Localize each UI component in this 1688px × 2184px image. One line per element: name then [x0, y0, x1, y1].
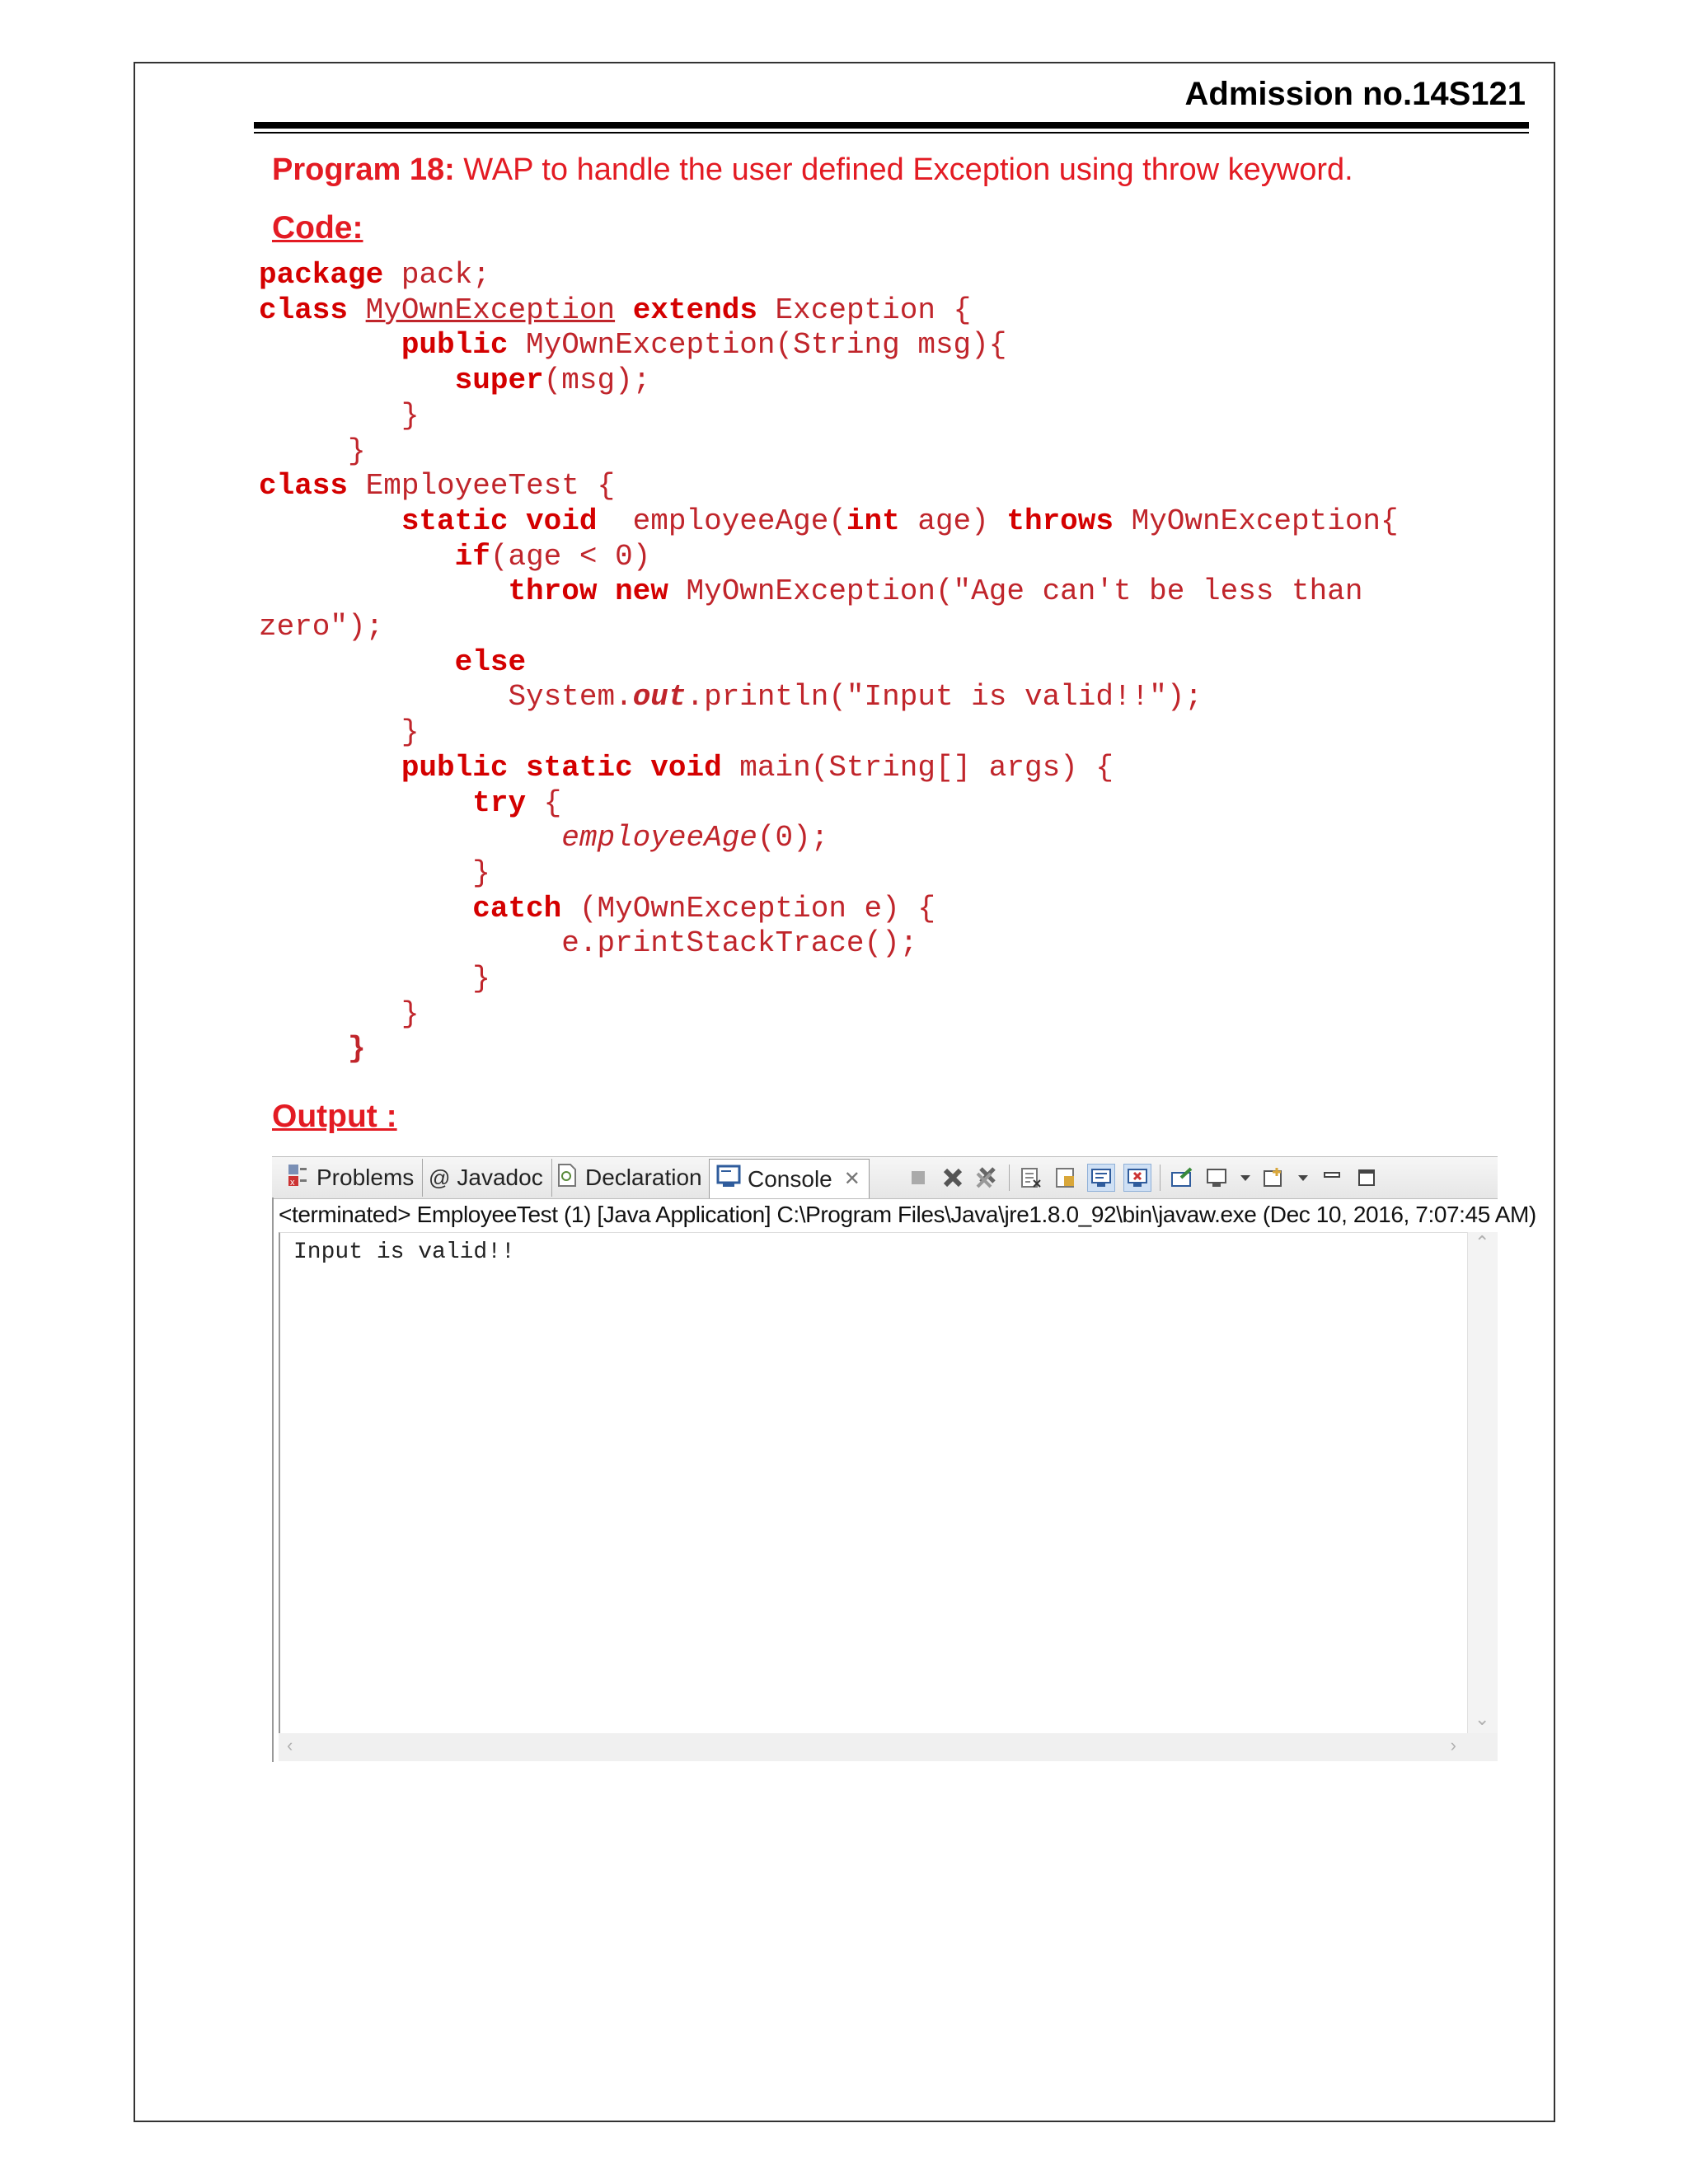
remove-all-terminated-icon[interactable]: [974, 1165, 1001, 1191]
minimize-icon[interactable]: [1319, 1165, 1345, 1191]
code-token: public: [401, 328, 509, 363]
tab-javadoc[interactable]: [422, 1159, 552, 1197]
code-token: .println("Input is valid!!");: [686, 680, 1203, 715]
code-token: out: [632, 680, 687, 715]
tab-label: Declaration: [585, 1165, 702, 1190]
tab-problems[interactable]: [280, 1159, 423, 1197]
scroll-down-icon[interactable]: ⌄: [1475, 1708, 1490, 1729]
code-token: (MyOwnException e) {: [561, 891, 935, 926]
code-token: super: [454, 363, 544, 398]
code-token: public static void: [401, 750, 722, 785]
code-token: catch: [472, 891, 562, 926]
horizontal-scrollbar[interactable]: [279, 1733, 1498, 1761]
code-token: age): [899, 504, 1007, 538]
code-token: MyOwnException("Age can't be less than: [668, 574, 1363, 609]
code-token: {: [526, 785, 562, 820]
chevron-down-icon[interactable]: [1238, 1165, 1253, 1191]
tab-label: Problems: [316, 1165, 415, 1190]
chevron-down-icon[interactable]: [1296, 1165, 1311, 1191]
code-token: }: [401, 715, 420, 750]
tab-label: Javadoc: [457, 1165, 543, 1190]
code-token: class: [259, 293, 349, 327]
maximize-icon[interactable]: [1353, 1165, 1380, 1191]
open-console-icon[interactable]: [1261, 1165, 1287, 1191]
code-block: [259, 258, 1399, 1067]
code-token: System.: [508, 680, 633, 715]
code-token: }: [348, 1032, 366, 1066]
code-token: MyOwnException(String msg){: [508, 328, 1007, 363]
code-token: int: [846, 504, 900, 538]
code-token: class: [259, 469, 349, 504]
scroll-right-icon[interactable]: ›: [1450, 1735, 1456, 1755]
declaration-icon: [556, 1163, 579, 1193]
code-token: throws: [1006, 504, 1114, 538]
eclipse-console-panel: [272, 1156, 1536, 1762]
at-sign-icon: @: [429, 1165, 451, 1190]
panel-left-border: [272, 1197, 274, 1762]
tab-label: Console: [748, 1165, 832, 1192]
vertical-scrollbar[interactable]: [1467, 1232, 1498, 1733]
remove-launch-icon[interactable]: [940, 1165, 966, 1191]
code-token: Exception {: [757, 293, 972, 327]
code-token: EmployeeTest {: [348, 469, 616, 504]
code-token: (age < 0): [490, 539, 651, 574]
code-token: }: [401, 996, 420, 1031]
header-rule-thin: [254, 132, 1529, 134]
pin-console-icon[interactable]: [1169, 1165, 1195, 1191]
show-console-on-output-icon[interactable]: [1087, 1164, 1115, 1192]
problems-icon: [287, 1163, 310, 1193]
display-selected-console-icon[interactable]: [1203, 1165, 1230, 1191]
code-token: if: [454, 539, 490, 574]
code-heading: Code:: [272, 210, 363, 246]
code-token: else: [454, 644, 527, 679]
code-token: extends: [632, 293, 757, 327]
header-rule: [254, 122, 1529, 129]
program-title: [272, 152, 1353, 188]
code-token: try: [472, 785, 527, 820]
tab-console[interactable]: [709, 1159, 870, 1198]
code-token: package: [259, 258, 384, 292]
launch-status-line: <terminated> EmployeeTest (1) [Java Application] C:\Program Files\Java\jre1.8.0_92\bin\javaw.exe (Dec 10, 2016, 7:07:45 AM): [279, 1202, 1536, 1227]
console-icon: [716, 1164, 741, 1194]
close-icon[interactable]: ✕: [843, 1168, 860, 1190]
console-output-area[interactable]: [279, 1232, 1469, 1736]
console-output-text: Input is valid!!: [293, 1240, 515, 1265]
code-token: zero");: [259, 610, 384, 644]
scroll-lock-icon[interactable]: [1053, 1165, 1079, 1191]
view-tab-bar: [272, 1156, 1498, 1199]
code-token: (0);: [757, 821, 829, 855]
svg-text:x: x: [290, 1177, 295, 1188]
admission-number: Admission no.14S121: [1184, 76, 1526, 112]
toolbar-separator: [1009, 1165, 1010, 1191]
code-token: MyOwnException: [365, 293, 616, 327]
code-token: main(String[] args) {: [721, 750, 1114, 785]
terminate-icon[interactable]: [905, 1165, 931, 1191]
code-token: MyOwnException{: [1113, 504, 1399, 538]
tab-declaration[interactable]: [549, 1159, 711, 1197]
code-token: employeeAge: [561, 821, 757, 855]
code-token: }: [401, 398, 420, 433]
code-token: e.printStackTrace();: [561, 926, 918, 961]
program-description: WAP to handle the user defined Exception using throw keyword.: [454, 152, 1353, 187]
console-toolbar: [905, 1164, 1380, 1192]
code-token: pack;: [383, 258, 490, 292]
program-label: Program 18:: [272, 152, 455, 187]
code-token: throw new: [508, 574, 668, 609]
output-heading: Output :: [272, 1099, 397, 1134]
code-token: }: [472, 962, 490, 996]
code-token: }: [472, 855, 490, 890]
code-token: static void: [401, 504, 598, 538]
code-token: }: [348, 434, 366, 468]
show-console-on-error-icon[interactable]: [1123, 1164, 1151, 1192]
code-token: employeeAge(: [597, 504, 846, 538]
scroll-up-icon[interactable]: ⌃: [1475, 1232, 1490, 1253]
scroll-left-icon[interactable]: ‹: [287, 1735, 293, 1755]
clear-console-icon[interactable]: [1018, 1165, 1044, 1191]
code-token: (msg);: [543, 363, 651, 398]
